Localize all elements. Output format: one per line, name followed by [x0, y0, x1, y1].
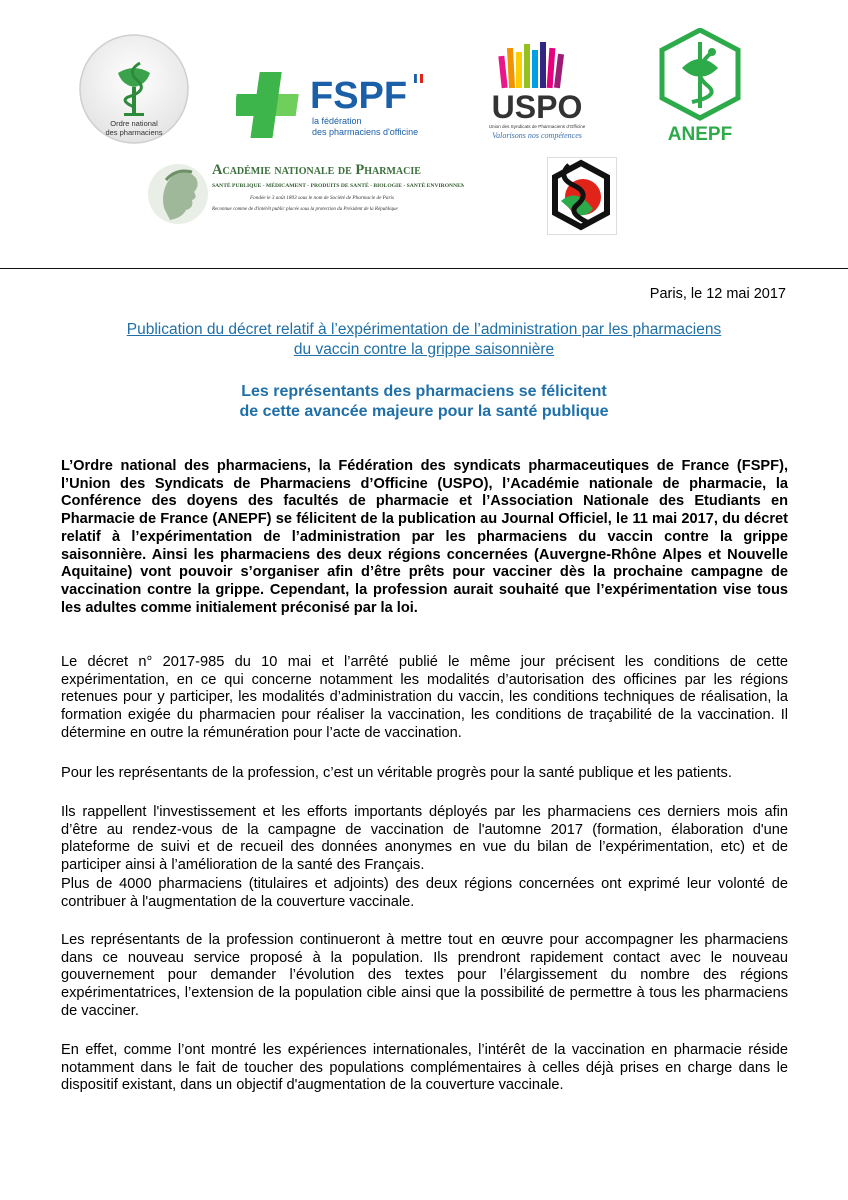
- academie-logo-line2: Fondée le 3 août 1803 sous le nom de Société de Pharmacie de Paris: [250, 195, 394, 201]
- ordre-pharmaciens-logo: [78, 33, 190, 145]
- paragraph-investment: Ils rappellent l'investissement et les efforts importants déployés par les pharmaciens ces derniers mois afin d’être au rendez-vous de la campagne de vaccination de l'automne 2017 (formation, élaboration d'une plateforme de suivi et de recueil des données anonymes en vue du bilan de l’expérimentation, etc) et de participer ainsi à l’amélioration de la santé des Français.: [61, 804, 788, 874]
- paragraph-intro: L’Ordre national des pharmaciens, la Fédération des syndicats pharmaceutiques de France (FSPF), l’Union des Syndicats de Pharmaciens d’Officine (USPO), l’Académie nationale de pharmacie, la Conférence des doyens des facultés de pharmacie et l’Association Nationale des Etudiants en Pharmacie de France (ANEPF) se félicitent de la publication au Journal Officiel, le 11 mai 2017, du décret relatif à l’expérimentation de l’administration par les pharmaciens du vaccin contre la grippe saisonnière. Ainsi les pharmaciens des deux régions concernées (Auvergne-Rhône Alpes et Nouvelle Aquitaine) vont pouvoir s’organiser afin d’être prêts pour vacciner dès la prochaine campagne de vaccination contre la grippe. Cependant, la profession aurait souhaité que l’expérimentation vise tous les adultes comme initialement préconisé par la loi.: [61, 458, 788, 616]
- uspo-logo-tagline: Valorisons nos compétences: [492, 131, 582, 140]
- fspf-logo-name: FSPF: [310, 75, 408, 117]
- ordre-logo-line2: des pharmaciens: [105, 128, 163, 137]
- fspf-logo: [236, 64, 436, 144]
- fspf-logo-line1: la fédération: [312, 116, 362, 126]
- conference-doyens-logo: [547, 157, 617, 235]
- anepf-logo: [646, 28, 754, 148]
- paragraph-conclusion: En effet, comme l’ont montré les expériences internationales, l’intérêt de la vaccination en pharmacie réside notamment dans le fait de toucher des populations complémentaires à celles déjà prises en charge dans le dispositif existant, dans un objectif d'augmentation de la couverture vaccinale.: [61, 1042, 788, 1094]
- ordre-logo-line1: Ordre national: [110, 119, 158, 128]
- paragraph-decree: Le décret n° 2017-985 du 10 mai et l’arrêté publié le même jour précisent les conditions de cette expérimentation, en ce qui concerne notamment les modalités d’autorisation des officines par les régions retenues pour y participer, les modalités d’administration du vaccin, les conditions techniques de réalisation, la formation exigée du pharmacien pour réaliser la vaccination, les conditions de traçabilité de la vaccination. Il détermine en outre la rémunération pour l’acte de vaccination.: [61, 654, 788, 741]
- document-subtitle: [60, 382, 788, 422]
- academie-logo-name: Académie nationale de Pharmacie: [212, 162, 421, 178]
- anepf-logo-name: ANEPF: [667, 124, 733, 145]
- uspo-logo: [482, 38, 592, 148]
- document-subtitle-line2: de cette avancée majeure pour la santé publique: [239, 403, 609, 420]
- header-divider: [0, 268, 848, 269]
- academie-pharmacie-logo: [146, 160, 464, 230]
- document-title-line1: Publication du décret relatif à l’expérimentation de l’administration par les pharmaciens: [126, 321, 722, 338]
- document-title-line2: du vaccin contre la grippe saisonnière: [293, 341, 555, 358]
- paragraph-progress: Pour les représentants de la profession, c’est un véritable progrès pour la santé publique et les patients.: [61, 765, 732, 781]
- document-title[interactable]: [60, 320, 788, 360]
- academie-logo-line3: Reconnue comme de d'intérêt public placée sous la protection du Président de la République: [212, 207, 398, 212]
- document-date: Paris, le 12 mai 2017: [649, 286, 786, 302]
- academie-logo-line1: SANTÉ PUBLIQUE - MÉDICAMENT - PRODUITS DE SANTÉ - BIOLOGIE - SANTÉ ENVIRONNEMENTALE: [212, 183, 464, 189]
- paragraph-next-steps: Les représentants de la profession continueront à mettre tout en œuvre pour accompagner les pharmaciens dans ce nouveau service proposé à la population. Ils prendront rapidement contact avec le nouveau gouvernement pour demander l’évolution des textes pour l’élargissement du nombre des régions expérimentatrices, l’extension de la population cible ainsi que la possibilité de permettre à tous les pharmaciens de vacciner.: [61, 932, 788, 1019]
- fspf-logo-line2: des pharmaciens d'officine: [312, 127, 419, 137]
- paragraph-volunteers: Plus de 4000 pharmaciens (titulaires et adjoints) des deux régions concernées ont exprimé leur volonté de contribuer à l'augmentation de la couverture vaccinale.: [61, 876, 788, 910]
- uspo-logo-name: USPO: [491, 89, 583, 125]
- uspo-logo-line1: Union des Syndicats de Pharmaciens d'Officine: [488, 124, 586, 129]
- document-subtitle-line1: Les représentants des pharmaciens se félicitent: [241, 383, 607, 400]
